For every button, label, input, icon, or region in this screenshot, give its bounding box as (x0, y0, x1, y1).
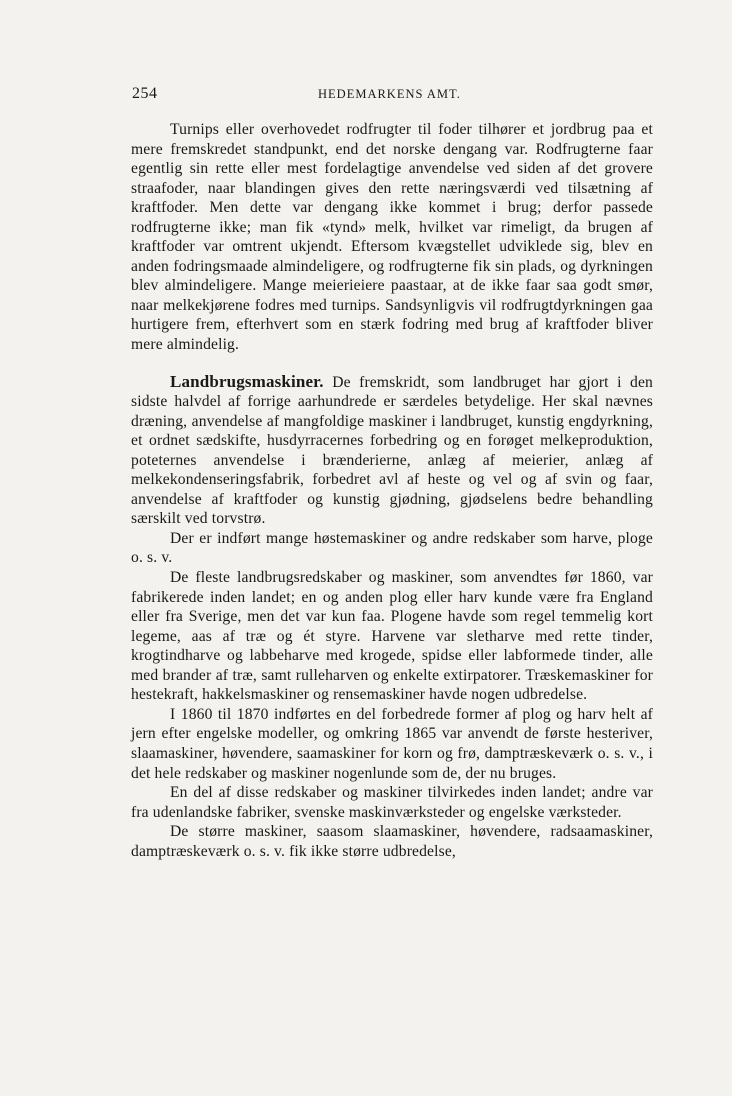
paragraph-storre-maskiner: De større maskiner, saasom slaamaskiner, høvendere, radsaamaskiner, damptræskeværk o. s. v. fik ikke større udbredelse, (131, 823, 653, 860)
paragraph-hostemaskiner: Der er indført mange høstemaskiner og andre redskaber som harve, ploge o. s. v. (131, 529, 653, 567)
running-head: HEDEMARKENS AMT. (318, 87, 461, 101)
body-text (131, 120, 653, 861)
paragraph-redskaber-1860: De fleste landbrugsredskaber og maskiner, som anvendtes før 1860, var fabrikerede inden landet; en og anden plog eller harv kunde være fra England eller fra Sverige, men det var kun faa. Plogene havde som regel temmelig kort legeme, aas af træ og ét styre. Harvene var sletharve med rette tinder, krogtindharve og labbeharve med krogede, spidse eller labformede tinder, alle med brander af træ, samt rulleharven og enkelte extirpatorer. Træskemaskiner for hestekraft, hakkelsmaskiner og rensemaskiner havde nogen udbredelse. (131, 569, 653, 704)
paragraph-tilvirkning: En del af disse redskaber og maskiner tilvirkedes inden landet; andre var fra udenlandske fabriker, svenske maskinværksteder og engelske værksteder. (131, 784, 653, 821)
section-title: Landbrugsmaskiner. (170, 371, 324, 391)
paragraph-text: De fremskridt, som landbruget har gjort i den sidste halvdel af forrige aarhundrede er særdeles betydelige. Her skal nævnes dræning, anvendelse af mangfoldige maskiner i landbruget, kunstig engdyrkning, et ordnet sædskifte, husdyrracernes forbedring og en forøget melkeproduktion, poteternes anvendelse i brænderierne, anlæg af meierier, anlæg af melkekondenseringsfabrik, forbedret avl af heste og vel og af svin og faar, anvendelse af kraftfoder og kunstig gjødning, gjødselens bedre behandling særskilt ved torvstrø. (131, 373, 653, 528)
paragraph-1860-1870: I 1860 til 1870 indførtes en del forbedrede former af plog og harv helt af jern efter engelske modeller, og omkring 1865 var anvendt de første hesteriver, slaamaskiner, høvendere, saamaskiner for korn og frø, damptræskeværk o. s. v., i det hele redskaber og maskiner nogenlunde som de, der nu bruges. (131, 705, 653, 782)
page-number: 254 (132, 85, 158, 102)
paragraph-turnips: Turnips eller overhovedet rodfrugter til foder tilhører et jordbrug paa et mere fremskredet standpunkt, end det norske dengang var. Rodfrugterne faar egentlig sin rette eller mest fordelagtige anvendelse ved siden af det grovere straafoder, naar blandingen gives den rette næringsværdi ved tilsætning af kraftfoder. Men dette var dengang ikke kommet i brug; derfor passede rodfrugterne ikke; man fik «tynd» melk, hvilket var rimeligt, da brugen af kraftfoder var omtrent ukjendt. Eftersom kvægstellet udviklede sig, blev en anden fodringsmaade almindeligere, og rodfrugterne fik sin plads, og dyrkningen blev almindeligere. Mange meierieiere paastaar, at de ikke faar saa godt smør, naar melkekjørene fodres med turnips. Sandsynligvis vil rodfrugtdyrkningen gaa hurtigere frem, efterhvert som en stærk fodring med brug af kraftfoder bliver mere almindelig. (131, 121, 653, 354)
paragraph-landbrugsmaskiner (131, 372, 653, 529)
page-header (132, 85, 652, 107)
